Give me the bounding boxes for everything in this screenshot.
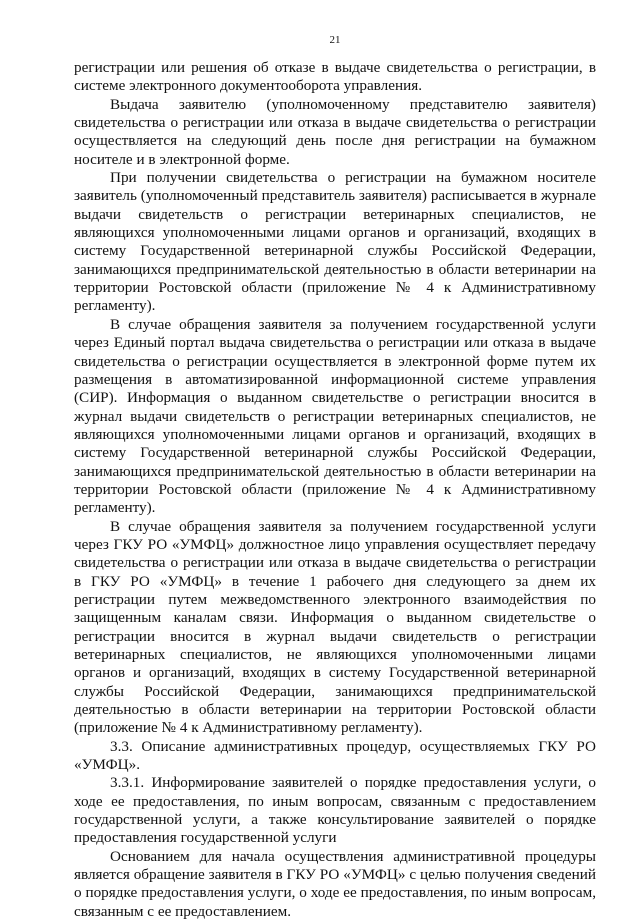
document-body (74, 59, 596, 921)
section-heading-3-3: 3.3. Описание административных процедур, осуществляемых ГКУ РО «УМФЦ». (74, 737, 596, 774)
paragraph-procedure-basis: Основанием для начала осуществления административной процедуры является обращение заявителя в ГКУ РО «УМФЦ» с целью получения сведений о порядке предоставления услуги, о ходе ее предоставления, по иным вопросам, связанным с ее предоставлением. (74, 847, 596, 920)
paragraph-continuation: регистрации или решения об отказе в выдаче свидетельства о регистрации, в системе электронного документооборота управления. (74, 59, 596, 95)
paragraph-paper-receipt: При получении свидетельства о регистрации на бумажном носителе заявитель (уполномоченный представитель заявителя) расписывается в журнале выдачи свидетельств о регистрации ветеринарных специалистов, не являющихся уполномоченными лицами органов и организаций, входящих в систему Государственной ветеринарной службы Российской Федерации, занимающихся предпринимательской деятельностью в области ветеринарии на территории Ростовской области (приложение № 4 к Административному регламенту). (74, 169, 596, 315)
paragraph-umfc-transfer: В случае обращения заявителя за получением государственной услуги через ГКУ РО «УМФЦ» должностное лицо управления осуществляет передачу свидетельства о регистрации или отказа в выдаче свидетельства о регистрации в ГКУ РО «УМФЦ» в течение 1 рабочего дня следующего за днем их регистрации путем межведомственного электронного взаимодействия по защищенным каналам связи. Информация о выданном свидетельстве о регистрации вносится в журнал выдачи свидетельств о регистрации ветеринарных специалистов, не являющихся уполномоченными лицами органов и организаций, входящих в систему Государственной ветеринарной службы Российской Федерации, занимающихся предпринимательской деятельностью в области ветеринарии на территории Ростовской области (приложение № 4 к Административному регламенту). (74, 517, 596, 737)
paragraph-issuance: Выдача заявителю (уполномоченному представителю заявителя) свидетельства о регистрации или отказа в выдаче свидетельства о регистрации осуществляется на следующий день после дня регистрации на бумажном носителе и в электронной форме. (74, 95, 596, 168)
paragraph-single-portal: В случае обращения заявителя за получением государственной услуги через Единый портал выдача свидетельства о регистрации или отказа в выдаче свидетельства о регистрации осуществляется в электронной форме путем их размещения в автоматизированной информационной системе управления (СИР). Информация о выданном свидетельстве о регистрации вносится в журнал выдачи свидетельств о регистрации ветеринарных специалистов, не являющихся уполномоченными лицами органов и организаций, входящих в систему Государственной ветеринарной службы Российской Федерации, занимающихся предпринимательской деятельностью в области ветеринарии на территории Ростовской области (приложение № 4 к Административному регламенту). (74, 315, 596, 517)
page-number: 21 (329, 34, 341, 46)
section-heading-3-3-1: 3.3.1. Информирование заявителей о порядке предоставления услуги, о ходе ее предоставления, по иным вопросам, связанным с предоставлением государственной услуги, а также консультирование заявителей о порядке предоставления государственной услуги (74, 774, 596, 847)
